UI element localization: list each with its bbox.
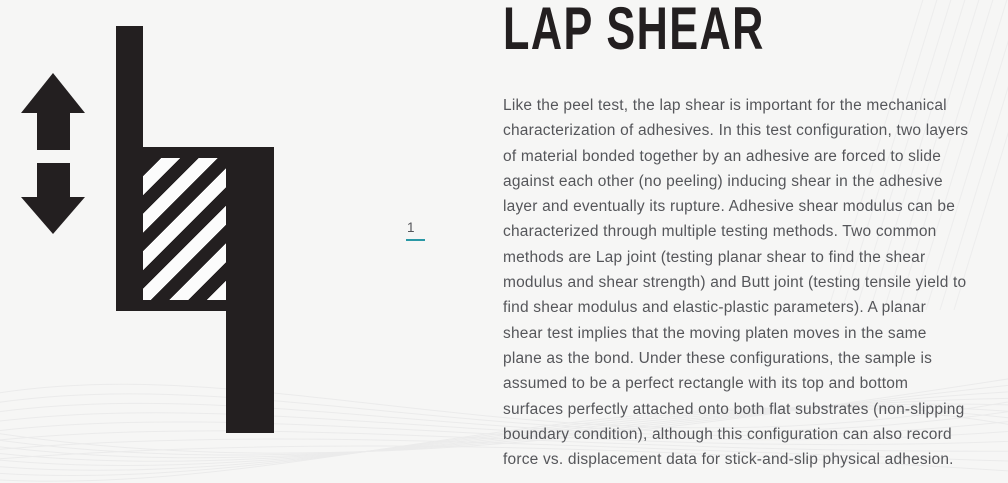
left-plate-bottom-flange [116, 300, 227, 311]
hatched-adhesive-layer [143, 158, 226, 300]
arrow-up-head [21, 73, 85, 113]
arrow-down-shaft [37, 163, 70, 198]
page-title-text: LAP SHEAR [503, 0, 765, 62]
article-column [503, 2, 970, 472]
footnote-link-1[interactable]: 1 [406, 220, 425, 241]
arrow-up-shaft [37, 112, 70, 150]
left-plate [116, 26, 143, 311]
body-paragraph: Like the peel test, the lap shear is important for the mechanical characterization of adhesives. In this test configuration, two layers of material bonded together by an adhesive are forced to slide against each other (no peeling) inducing shear in the adhesive layer and eventually its rupture. Adhesive shear modulus can be characterized through multiple testing methods. Two common methods are Lap joint (testing planar shear to find the shear modulus and shear strength) and Butt joint (testing tensile yield to find shear modulus and elastic-plastic parameters). A planar shear test implies that the moving platen moves in the same plane as the bond. Under these configurations, the sample is assumed to be a perfect rectangle with its top and bottom surfaces perfectly attached onto both flat substrates (non-slipping boundary condition), although this configuration can also record force vs. displacement data for stick-and-slip physical adhesion. [503, 97, 969, 469]
page-title [503, 0, 970, 62]
right-plate [226, 149, 274, 433]
lap-shear-diagram [0, 0, 500, 483]
arrow-down-head [21, 197, 85, 234]
